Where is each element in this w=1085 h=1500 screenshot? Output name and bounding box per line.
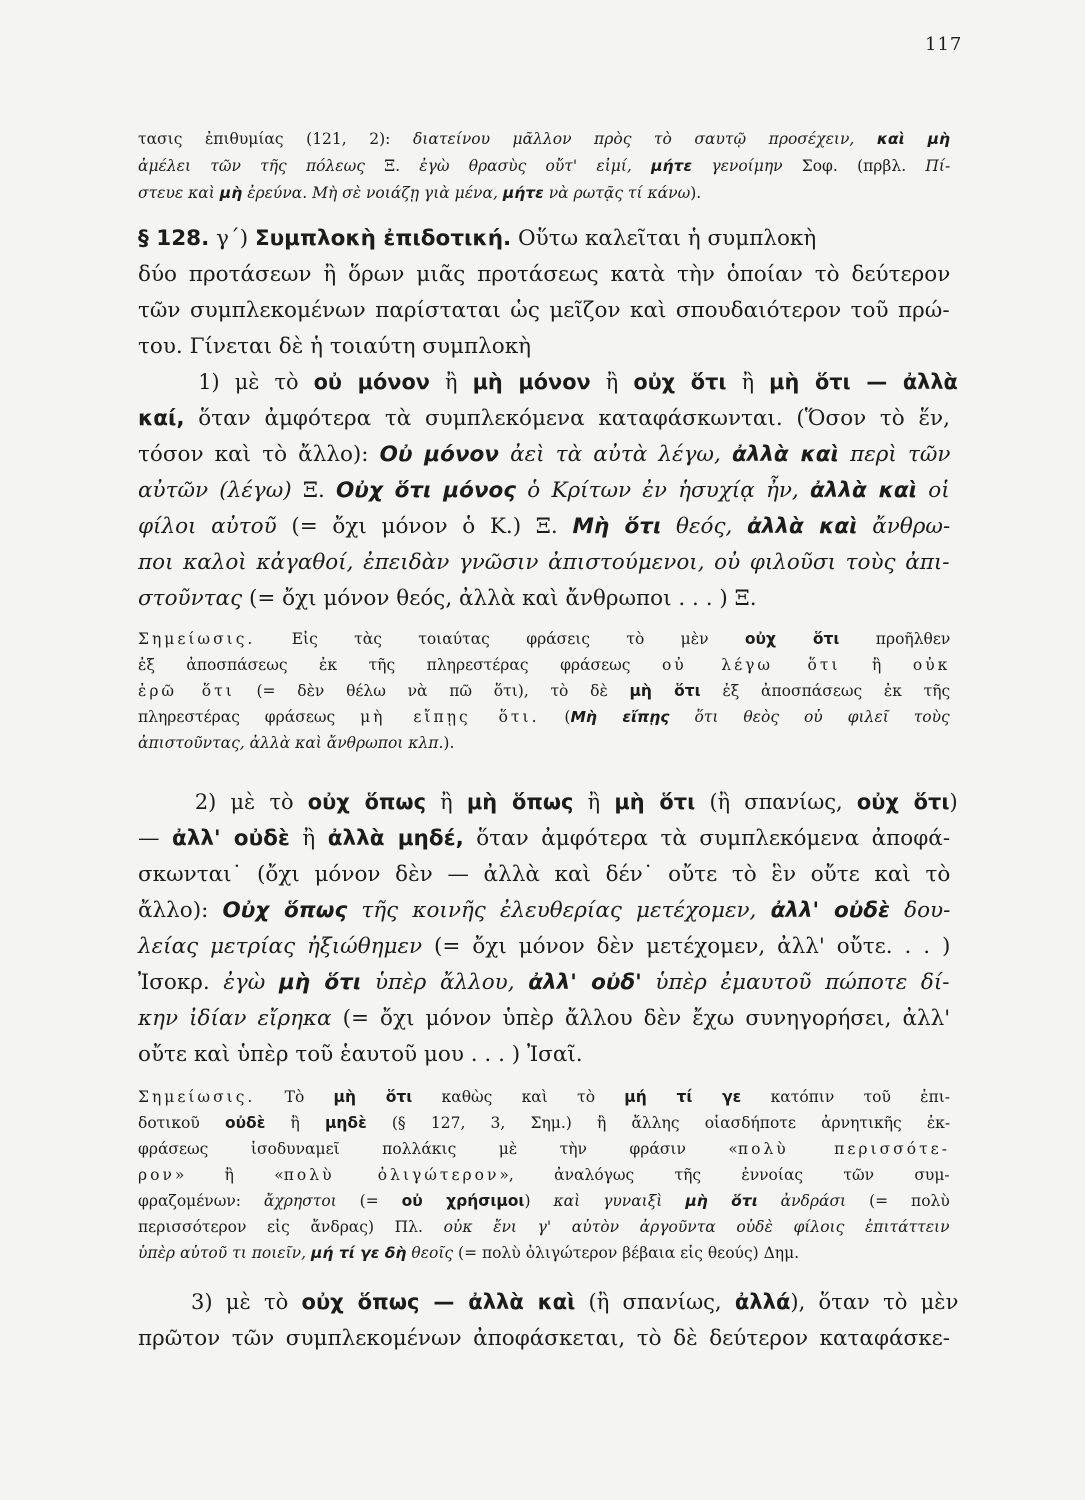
text-line: λείας μετρίας ἠξιώθημεν (= ὄχι μόνον δὲν μετέχομεν, ἀλλ' οὔτε. . . ) xyxy=(138,934,951,959)
text-line: δοτικοῦ οὐδὲ ἢ μηδὲ (§ 127, 3, Σημ.) ἢ ἄλλης οἱασδήποτε ἀρνητικῆς ἐκ- xyxy=(138,1114,951,1132)
page-number: 117 xyxy=(925,34,963,55)
text-line: 2) μὲ τὸ οὐχ ὅπως ἢ μὴ ὅπως ἢ μὴ ὅτι (ἢ σπανίως, οὐχ ὅτι) xyxy=(138,790,958,815)
text-line: δύο προτάσεων ἢ ὅρων μιᾶς προτάσεως κατὰ τὴν ὁποίαν τὸ δεύτερον xyxy=(138,262,951,287)
text-line: πληρεστέρας φράσεως μὴ εἴπῃς ὅτι. (Μὴ εἴπῃς ὅτι θεὸς οὐ φιλεῖ τοὺς xyxy=(138,708,950,726)
text-line: οὔτε καὶ ὑπὲρ τοῦ ἑαυτοῦ μου . . . ) Ἰσαῖ. xyxy=(138,1042,583,1067)
text-line: σκωνται˙ (ὄχι μόνον δὲν — ἀλλὰ καὶ δέν˙ οὔτε τὸ ἓν οὔτε καὶ τὸ xyxy=(138,862,951,887)
text-line: τασις ἐπιθυμίας (121, 2): διατείνου μᾶλλον πρὸς τὸ σαυτῷ προσέχειν, καὶ μὴ xyxy=(138,130,951,148)
text-line: τόσον καὶ τὸ ἄλλο): Οὐ μόνον ἀεὶ τὰ αὐτὰ λέγω, ἀλλὰ καὶ περὶ τῶν xyxy=(138,442,951,467)
text-line: περισσότερον εἰς ἄνδρας) Πλ. οὐκ ἔνι γ' αὐτὸν ἀργοῦντα οὐδὲ φίλοις ἐπιτάττειν xyxy=(138,1218,950,1236)
text-line: ρον» ἢ «πολὺ ὀλιγώτερον», ἀναλόγως τῆς ἐννοίας τῶν συμ- xyxy=(138,1166,950,1184)
text-line: ἀπιστοῦντας, ἀλλὰ καὶ ἄνθρωποι κλπ.). xyxy=(138,734,455,752)
text-line: § 128. γ΄) Συμπλοκὴ ἐπιδοτική. Οὕτω καλεῖται ἡ συμπλοκὴ xyxy=(138,226,817,251)
text-line: ἐξ ἀποσπάσεως ἐκ τῆς πληρεστέρας φράσεως οὐ λέγω ὅτι ἢ οὐκ xyxy=(138,656,951,674)
text-line: κην ἰδίαν εἴρηκα (= ὄχι μόνον ὑπὲρ ἄλλου δὲν ἔχω συνηγορήσει, ἀλλ' xyxy=(138,1006,951,1031)
text-line: στευε καὶ μὴ ἐρεύνα. Μὴ σὲ νοιάζῃ γιὰ μένα, μήτε νὰ ρωτᾷς τί κάνω). xyxy=(138,184,702,202)
text-line: φράσεως ἰσοδυναμεῖ πολλάκις μὲ τὴν φράσιν «πολὺ περισσότε- xyxy=(138,1140,950,1158)
text-line: ποι καλοὶ κἀγαθοί, ἐπειδὰν γνῶσιν ἀπιστούμενοι, οὐ φιλοῦσι τοὺς ἀπι- xyxy=(138,550,950,575)
text-line: 3) μὲ τὸ οὐχ ὅπως — ἀλλὰ καὶ (ἢ σπανίως, ἀλλά), ὅταν τὸ μὲν xyxy=(138,1290,959,1315)
text-line: του. Γίνεται δὲ ἡ τοιαύτη συμπλοκὴ xyxy=(138,334,532,359)
text-line: φραζομένων: ἄχρηστοι (= οὐ χρήσιμοι) καὶ γυναιξὶ μὴ ὅτι ἀνδράσι (= πολὺ xyxy=(138,1192,950,1210)
text-line: ἐρῶ ὅτι (= δὲν θέλω νὰ πῶ ὅτι), τὸ δὲ μὴ ὅτι ἐξ ἀποσπάσεως ἐκ τῆς xyxy=(138,682,951,700)
text-line: — ἀλλ' οὐδὲ ἢ ἀλλὰ μηδέ, ὅταν ἀμφότερα τὰ συμπλεκόμενα ἀποφά- xyxy=(138,826,951,851)
text-line: πρῶτον τῶν συμπλεκομένων ἀποφάσκεται, τὸ δὲ δεύτερον καταφάσκε- xyxy=(138,1326,951,1351)
text-line: ἀμέλει τῶν τῆς πόλεως Ξ. ἐγὼ θρασὺς οὔτ' εἰμί, μήτε γενοίμην Σοφ. (πρβλ. Πί- xyxy=(138,157,951,175)
text-line: ἄλλο): Οὐχ ὅπως τῆς κοινῆς ἐλευθερίας μετέχομεν, ἀλλ' οὐδὲ δου- xyxy=(138,898,951,923)
text-line: 1) μὲ τὸ οὐ μόνον ἢ μὴ μόνον ἢ οὐχ ὅτι ἢ μὴ ὅτι — ἀλλὰ xyxy=(138,370,958,395)
text-line: καί, ὅταν ἀμφότερα τὰ συμπλεκόμενα καταφάσκωνται. (Ὅσον τὸ ἕν, xyxy=(138,406,950,431)
text-line: φίλοι αὐτοῦ (= ὄχι μόνον ὁ Κ.) Ξ. Μὴ ὅτι θεός, ἀλλὰ καὶ ἄνθρω- xyxy=(138,514,951,539)
text-line: Σημείωσις. Τὸ μὴ ὅτι καθὼς καὶ τὸ μή τί γε κατόπιν τοῦ ἐπι- xyxy=(138,1088,951,1106)
text-line: ὑπὲρ αὐτοῦ τι ποιεῖν, μή τί γε δὴ θεοῖς (= πολὺ ὀλιγώτερον βέβαια εἰς θεούς) Δημ. xyxy=(138,1244,800,1262)
text-line: Ἰσοκρ. ἐγὼ μὴ ὅτι ὑπὲρ ἄλλου, ἀλλ' οὐδ' ὑπὲρ ἐμαυτοῦ πώποτε δί- xyxy=(138,970,950,995)
text-line: Σημείωσις. Εἰς τὰς τοιαύτας φράσεις τὸ μὲν οὐχ ὅτι προῆλθεν xyxy=(138,630,951,648)
text-line: στοῦντας (= ὄχι μόνον θεός, ἀλλὰ καὶ ἄνθρωποι . . . ) Ξ. xyxy=(138,586,757,611)
text-line: τῶν συμπλεκομένων παρίσταται ὡς μεῖζον καὶ σπουδαιότερον τοῦ πρώ- xyxy=(138,298,950,323)
text-line: αὐτῶν (λέγω) Ξ. Οὐχ ὅτι μόνος ὁ Κρίτων ἐν ἡσυχίᾳ ἦν, ἀλλὰ καὶ οἱ xyxy=(138,478,950,503)
